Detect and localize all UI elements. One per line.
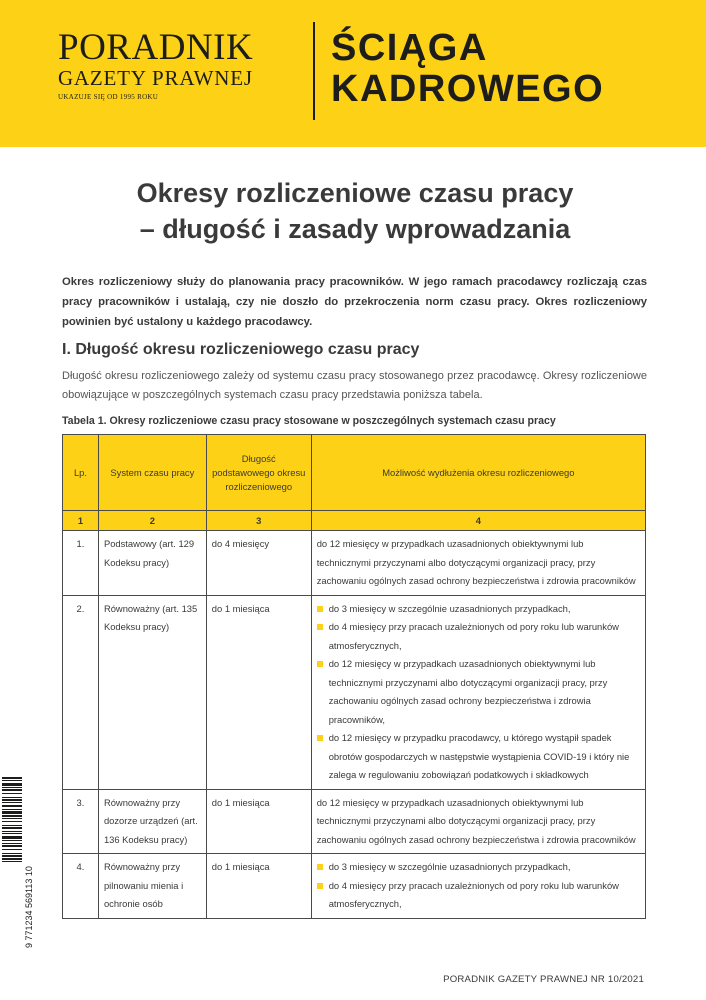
- barcode-bar: [2, 783, 22, 786]
- table-row: [63, 854, 646, 919]
- extension-list-item: do 3 miesięcy w szczególnie uzasadnionych przypadkach,: [317, 600, 640, 619]
- barcode-bars: [2, 777, 22, 862]
- publication-logo: [58, 27, 298, 101]
- barcode-number: 9 771234 569113 10: [24, 866, 34, 948]
- barcode-bar: [2, 833, 22, 834]
- barcode-bar: [2, 802, 22, 803]
- table-caption: Tabela 1. Okresy rozliczeniowe czasu pracy stosowane w poszczególnych systemach czasu pracy: [62, 415, 556, 427]
- barcode-bar: [2, 843, 22, 844]
- barcode-bar: [2, 777, 22, 779]
- banner-divider: [313, 22, 315, 120]
- series-title-line2: KADROWEGO: [331, 68, 605, 110]
- row-extension: do 12 miesięcy w przypadkach uzasadnionych obiektywnymi lub technicznymi przyczynami albo dotyczącymi organizacji pracy, przy zachowaniu ogólnych zasad ochrony bezpieczeństwa i zdrowia pracowników: [311, 531, 645, 596]
- article-title-line2: – długość i zasady wprowadzania: [139, 214, 571, 244]
- extension-list-item: do 3 miesięcy w szczególnie uzasadnionych przypadkach,: [317, 858, 640, 877]
- extension-list-item: do 12 miesięcy w przypadku pracodawcy, u którego wystąpił spadek obrotów gospodarczych w następstwie wystąpienia COVID-19 i który nie zalega w regulowaniu zobowiązań podatkowych i składkowych: [317, 729, 640, 785]
- section-paragraph: Długość okresu rozliczeniowego zależy od systemu czasu pracy stosowanego przez pracodawcę. Okresy rozliczeniowe obowiązujące w poszczególnych systemach czasu pracy przedstawia poniższa tabela.: [62, 370, 647, 401]
- barcode-bar: [2, 809, 22, 810]
- barcode-bar: [2, 780, 22, 781]
- barcode-bar: [2, 821, 22, 822]
- column-header-lp: Lp.: [63, 435, 99, 511]
- row-length: do 1 miesiąca: [206, 595, 311, 789]
- extension-list-item: do 12 miesięcy w przypadkach uzasadnionych obiektywnymi lub technicznymi przyczynami albo dotyczącymi organizacji pracy, przy zachowaniu ogólnych zasad ochrony bezpieczeństwa i zdrowia pracowników,: [317, 655, 640, 729]
- brand-since: UKAZUJE SIĘ OD 1995 ROKU: [58, 93, 159, 101]
- column-header-extension: Możliwość wydłużenia okresu rozliczeniowego: [311, 435, 645, 511]
- row-system: Podstawowy (art. 129 Kodeksu pracy): [98, 531, 206, 596]
- table-header-row: [63, 435, 646, 511]
- extension-list: [317, 600, 640, 785]
- row-system: Równoważny przy dozorze urządzeń (art. 136 Kodeksu pracy): [98, 789, 206, 854]
- column-number: 4: [311, 511, 645, 531]
- barcode-bar: [2, 818, 22, 819]
- column-header-length: Długość podstawowego okresu rozliczeniowego: [206, 435, 311, 511]
- barcode-bar: [2, 853, 22, 854]
- column-number: 1: [63, 511, 99, 531]
- header-banner: [0, 0, 706, 147]
- article-title: [30, 175, 680, 247]
- lead-paragraph: Okres rozliczeniowy służy do planowania pracy pracowników. W jego ramach pracodawcy rozliczają czas pracy pracowników i ustalają, czy nie doszło do przekroczenia norm czasu pracy. Okres rozliczeniowy powinien być ustalony u każdego pracodawcy.: [62, 276, 647, 328]
- barcode-bar: [2, 825, 22, 826]
- barcode-bar: [2, 799, 22, 801]
- brand-name: PORADNIK: [58, 27, 254, 68]
- column-number: 2: [98, 511, 206, 531]
- row-length: do 1 miesiąca: [206, 854, 311, 919]
- column-number-row: [63, 511, 646, 531]
- barcode-bar: [2, 849, 22, 850]
- barcode: [2, 775, 34, 950]
- settlement-periods-table: [62, 434, 646, 919]
- table-row: [63, 595, 646, 789]
- series-title-line1: ŚCIĄGA: [331, 27, 488, 69]
- row-system: Równoważny (art. 135 Kodeksu pracy): [98, 595, 206, 789]
- barcode-bar: [2, 845, 22, 847]
- barcode-bar: [2, 855, 22, 857]
- row-extension: [311, 595, 645, 789]
- barcode-bar: [2, 840, 22, 841]
- extension-list-item: do 4 miesięcy przy pracach uzależnionych od pory roku lub warunków atmosferycznych,: [317, 618, 640, 655]
- row-extension: [311, 854, 645, 919]
- barcode-bar: [2, 861, 22, 862]
- barcode-bar: [2, 789, 22, 791]
- table-row: [63, 531, 646, 596]
- table-row: [63, 789, 646, 854]
- row-extension: do 12 miesięcy w przypadkach uzasadnionych obiektywnymi lub technicznymi przyczynami albo dotyczącymi organizacji pracy, przy zachowaniu ogólnych zasad ochrony bezpieczeństwa i zdrowia pracowników: [311, 789, 645, 854]
- series-title: [331, 28, 604, 110]
- row-system: Równoważny przy pilnowaniu mienia i ochronie osób: [98, 854, 206, 919]
- column-number: 3: [206, 511, 311, 531]
- article-title-line1: Okresy rozliczeniowe czasu pracy: [136, 178, 574, 208]
- row-lp: 2.: [63, 595, 99, 789]
- section-heading: I. Długość okresu rozliczeniowego czasu pracy: [62, 341, 420, 358]
- barcode-bar: [2, 797, 22, 798]
- row-lp: 3.: [63, 789, 99, 854]
- extension-list-item: do 4 miesięcy przy pracach uzależnionych od pory roku lub warunków atmosferycznych,: [317, 877, 640, 914]
- barcode-bar: [2, 805, 22, 807]
- brand-subname: GAZETY PRAWNEJ: [58, 66, 253, 90]
- barcode-bar: [2, 815, 22, 817]
- row-length: do 1 miesiąca: [206, 789, 311, 854]
- extension-list: [317, 858, 640, 914]
- barcode-bar: [2, 793, 22, 794]
- barcode-bar: [2, 787, 22, 788]
- barcode-bar: [2, 827, 22, 829]
- row-length: do 4 miesięcy: [206, 531, 311, 596]
- page-footer: PORADNIK GAZETY PRAWNEJ NR 10/2021: [443, 974, 644, 985]
- column-header-system: System czasu pracy: [98, 435, 206, 511]
- barcode-bar: [2, 831, 22, 832]
- row-lp: 1.: [63, 531, 99, 596]
- barcode-bar: [2, 858, 22, 860]
- row-lp: 4.: [63, 854, 99, 919]
- barcode-bar: [2, 811, 22, 814]
- barcode-bar: [2, 836, 22, 839]
